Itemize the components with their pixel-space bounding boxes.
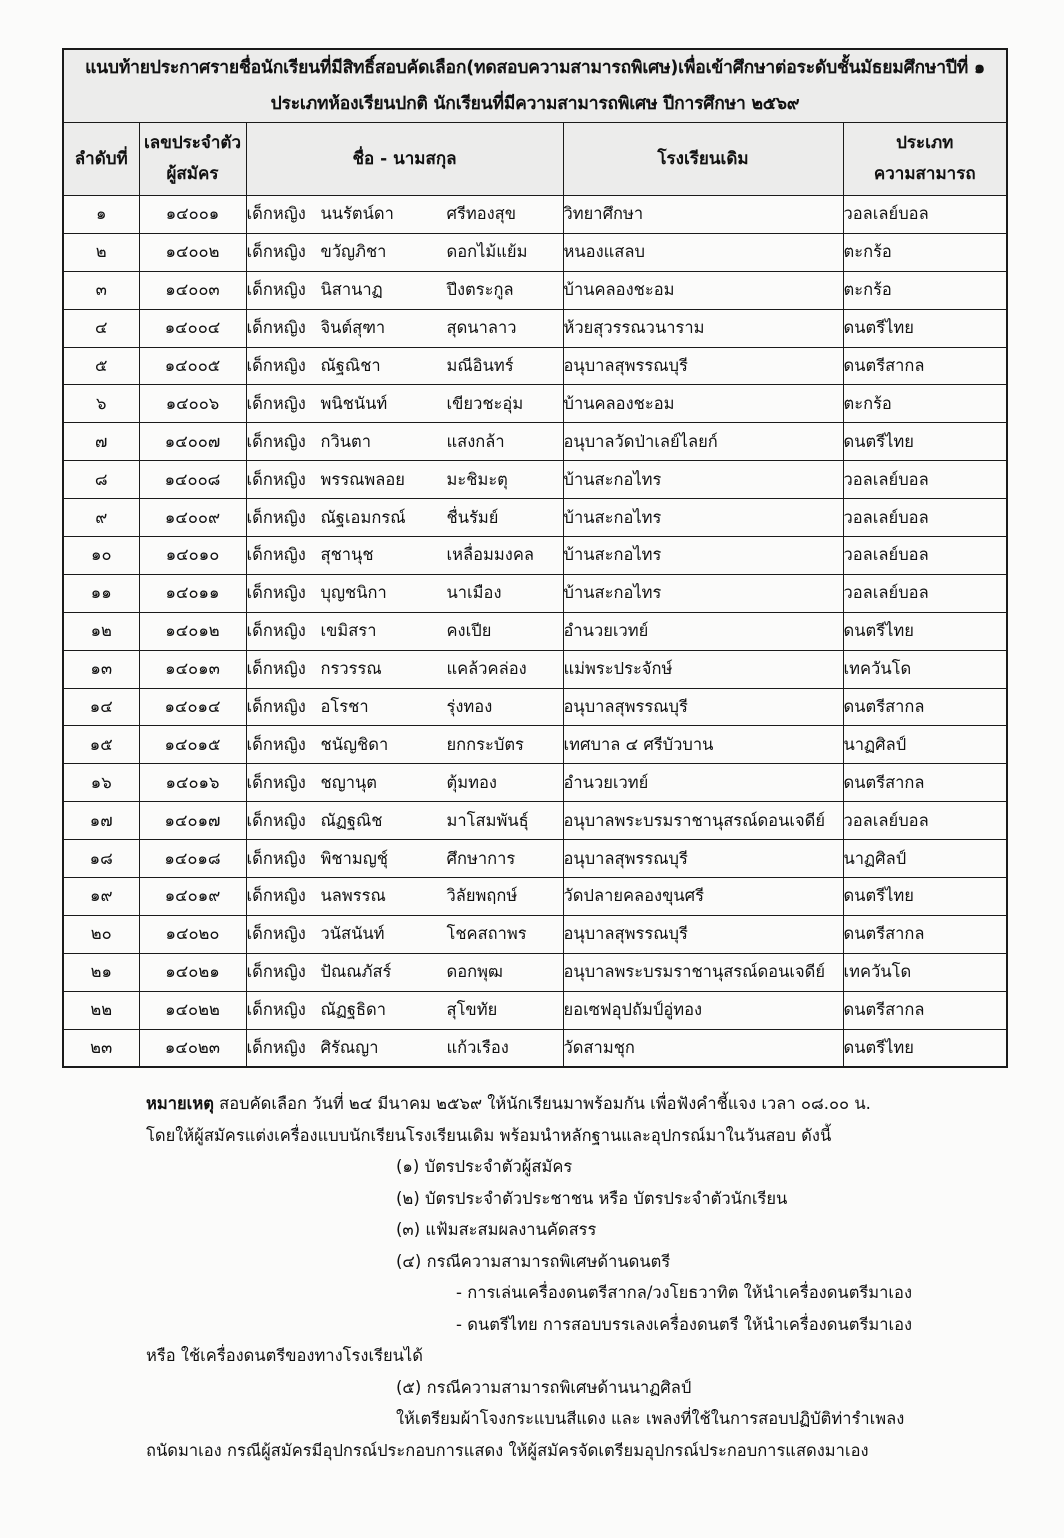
previous-school: อนุบาลสุพรรณบุรี: [563, 688, 843, 726]
previous-school: วัดสามชุก: [563, 1029, 843, 1067]
row-number: ๒๑: [63, 953, 139, 991]
applicant-name: [246, 499, 563, 537]
applicant-name: [246, 347, 563, 385]
previous-school: บ้านสะกอไทร: [563, 574, 843, 612]
row-number: ๒๐: [63, 915, 139, 953]
name-prefix: เด็กหญิง: [246, 583, 306, 603]
applicant-id: ๑๔๐๒๑: [139, 953, 246, 991]
first-name: อโรชา: [320, 697, 369, 717]
previous-school: อนุบาลสุพรรณบุรี: [563, 347, 843, 385]
title-line-1: แนบท้ายประกาศรายชื่อนักเรียนที่มีสิทธิ์สอบคัดเลือก(ทดสอบความสามารถพิเศษ)เพื่อเข้าศึกษาต่อระดับชั้นมัธยมศึกษาปีที่ ๑: [85, 58, 985, 78]
document-title: [63, 49, 1007, 123]
last-name: รุ่งทอง: [446, 697, 493, 717]
applicant-id: ๑๔๐๑๒: [139, 612, 246, 650]
first-name: ณัฐณิชา: [320, 356, 381, 375]
row-number: ๒๒: [63, 991, 139, 1029]
ability-type: ดนตรีไทย: [843, 612, 1007, 650]
table-row: [63, 650, 1007, 688]
applicant-id: ๑๔๐๐๖: [139, 385, 246, 423]
applicant-name: [246, 802, 563, 840]
last-name: มะชิมะตุ: [446, 469, 508, 489]
applicant-name: [246, 991, 563, 1029]
applicant-name: [246, 650, 563, 688]
name-prefix: เด็กหญิง: [246, 1038, 306, 1058]
name-prefix: เด็กหญิง: [246, 356, 306, 375]
ability-type: ดนตรีสากล: [843, 991, 1007, 1029]
row-number: ๑๕: [63, 726, 139, 764]
ability-type: ดนตรีไทย: [843, 1029, 1007, 1067]
table-row: [63, 461, 1007, 499]
applicant-id: ๑๔๐๒๐: [139, 915, 246, 953]
table-body: [63, 196, 1007, 1068]
applicant-name: [246, 196, 563, 234]
applicant-id: ๑๔๐๒๒: [139, 991, 246, 1029]
ability-type: นาฏศิลป์: [843, 726, 1007, 764]
table-row: [63, 1029, 1007, 1067]
row-number: ๒: [63, 233, 139, 271]
name-prefix: เด็กหญิง: [246, 924, 306, 944]
header-school: โรงเรียนเดิม: [563, 123, 843, 196]
name-prefix: เด็กหญิง: [246, 886, 306, 906]
last-name: แก้วเรือง: [446, 1038, 509, 1058]
previous-school: ห้วยสุวรรณวนาราม: [563, 309, 843, 347]
header-applicant-id: [139, 123, 246, 196]
ability-type: วอลเลย์บอล: [843, 574, 1007, 612]
name-prefix: เด็กหญิง: [246, 1000, 306, 1020]
row-number: ๕: [63, 347, 139, 385]
row-number: ๑๔: [63, 688, 139, 726]
last-name: ตุ้มทอง: [446, 772, 497, 792]
ability-type: เทควันโด: [843, 953, 1007, 991]
requirement-3: (๓) แฟ้มสะสมผลงานคัดสรร: [396, 1220, 597, 1239]
applicant-name: [246, 953, 563, 991]
last-name: ศรีทองสุข: [446, 204, 517, 224]
requirement-4-sub-2: - ดนตรีไทย การสอบบรรเลงเครื่องดนตรี ให้นำเครื่องดนตรีมาเอง: [456, 1314, 913, 1334]
first-name: ชนัญชิดา: [320, 734, 389, 754]
first-name: กวินตา: [320, 431, 372, 451]
previous-school: อนุบาลพระบรมราชานุสรณ์ดอนเจดีย์: [563, 802, 843, 840]
last-name: สุดนาลาว: [446, 318, 517, 338]
applicant-id: ๑๔๐๑๕: [139, 726, 246, 764]
applicant-name: [246, 574, 563, 612]
applicant-name: [246, 764, 563, 802]
row-number: ๑๖: [63, 764, 139, 802]
last-name: คงเปีย: [446, 621, 492, 641]
column-header-row: [63, 123, 1007, 196]
first-name: พนิชนันท์: [320, 393, 388, 413]
first-name: สุชานุช: [320, 545, 374, 565]
applicant-name: [246, 233, 563, 271]
first-name: ศิรัณญา: [320, 1038, 379, 1058]
header-type: [843, 123, 1007, 196]
applicant-name: [246, 271, 563, 309]
document-sheet: [62, 48, 1006, 1068]
table-row: [63, 347, 1007, 385]
table-row: [63, 537, 1007, 575]
applicant-id: ๑๔๐๑๓: [139, 650, 246, 688]
previous-school: บ้านสะกอไทร: [563, 499, 843, 537]
previous-school: อนุบาลพระบรมราชานุสรณ์ดอนเจดีย์: [563, 953, 843, 991]
name-prefix: เด็กหญิง: [246, 507, 306, 527]
applicant-id: ๑๔๐๑๐: [139, 537, 246, 575]
first-name: บุญชนิกา: [320, 583, 387, 603]
header-name: ชื่อ - นามสกุล: [246, 123, 563, 196]
table-row: [63, 802, 1007, 840]
table-row: [63, 233, 1007, 271]
applicant-id: ๑๔๐๐๑: [139, 196, 246, 234]
row-number: ๑: [63, 196, 139, 234]
ability-type: เทควันโด: [843, 650, 1007, 688]
requirement-2: (๒) บัตรประจำตัวประชาชน หรือ บัตรประจำตัวนักเรียน: [396, 1188, 788, 1208]
previous-school: อำนวยเวทย์: [563, 764, 843, 802]
previous-school: หนองแสลบ: [563, 233, 843, 271]
applicant-id: ๑๔๐๐๓: [139, 271, 246, 309]
name-prefix: เด็กหญิง: [246, 204, 306, 224]
requirement-5: (๕) กรณีความสามารถพิเศษด้านนาฏศิลป์: [396, 1377, 692, 1397]
header-applicant-id-line2: ผู้สมัคร: [166, 164, 219, 184]
name-prefix: เด็กหญิง: [246, 318, 306, 338]
first-name: กรวรรณ: [320, 659, 382, 679]
requirement-1: (๑) บัตรประจำตัวผู้สมัคร: [396, 1157, 573, 1176]
name-prefix: เด็กหญิง: [246, 810, 306, 830]
last-name: ชื่นรัมย์: [446, 507, 499, 527]
applicant-name: [246, 309, 563, 347]
previous-school: อนุบาลสุพรรณบุรี: [563, 840, 843, 878]
header-applicant-id-line1: เลขประจำตัว: [144, 133, 241, 153]
first-name: นนรัตน์ดา: [320, 204, 394, 224]
last-name: นาเมือง: [446, 583, 502, 603]
name-prefix: เด็กหญิง: [246, 242, 306, 262]
last-name: แสงกล้า: [446, 431, 505, 451]
last-name: ปึงตระกูล: [446, 280, 514, 300]
applicant-name: [246, 423, 563, 461]
row-number: ๔: [63, 309, 139, 347]
applicant-name: [246, 537, 563, 575]
table-row: [63, 688, 1007, 726]
ability-type: ตะกร้อ: [843, 233, 1007, 271]
name-prefix: เด็กหญิง: [246, 545, 306, 565]
name-prefix: เด็กหญิง: [246, 697, 306, 717]
last-name: มณีอินทร์: [446, 356, 514, 375]
notes-line-2: โดยให้ผู้สมัครแต่งเครื่องแบบนักเรียนโรงเรียนเดิม พร้อมนำหลักฐานและอุปกรณ์มาในวันสอบ ดังนี้: [146, 1125, 832, 1145]
requirement-4-sub-1: - การเล่นเครื่องดนตรีสากล/วงโยธวาทิต ให้นำเครื่องดนตรีมาเอง: [456, 1283, 913, 1302]
name-prefix: เด็กหญิง: [246, 659, 306, 679]
requirement-5-line-1: ให้เตรียมผ้าโจงกระแบนสีแดง และ เพลงที่ใช้ในการสอบปฏิบัติท่ารำเพลง: [396, 1409, 905, 1428]
name-prefix: เด็กหญิง: [246, 962, 306, 982]
row-number: ๑๗: [63, 802, 139, 840]
applicant-name: [246, 612, 563, 650]
ability-type: ดนตรีไทย: [843, 878, 1007, 916]
applicant-id: ๑๔๐๑๔: [139, 688, 246, 726]
ability-type: วอลเลย์บอล: [843, 196, 1007, 234]
row-number: ๙: [63, 499, 139, 537]
first-name: ณัฏฐณิช: [320, 810, 383, 830]
applicant-id: ๑๔๐๐๔: [139, 309, 246, 347]
applicant-id: ๑๔๐๐๗: [139, 423, 246, 461]
table-row: [63, 423, 1007, 461]
row-number: ๗: [63, 423, 139, 461]
applicant-id: ๑๔๐๐๙: [139, 499, 246, 537]
table-row: [63, 499, 1007, 537]
row-number: ๖: [63, 385, 139, 423]
name-prefix: เด็กหญิง: [246, 734, 306, 754]
previous-school: บ้านคลองชะอม: [563, 385, 843, 423]
applicant-name: [246, 878, 563, 916]
ability-type: ตะกร้อ: [843, 271, 1007, 309]
first-name: ณัฏฐธิดา: [320, 1000, 387, 1020]
table-row: [63, 840, 1007, 878]
last-name: แคล้วคล่อง: [446, 659, 527, 679]
last-name: เหลื่อมมงคล: [446, 545, 534, 565]
ability-type: ดนตรีสากล: [843, 764, 1007, 802]
notes-section: [146, 1088, 946, 1466]
ability-type: ดนตรีสากล: [843, 915, 1007, 953]
table-row: [63, 953, 1007, 991]
table-row: [63, 726, 1007, 764]
applicant-name: [246, 385, 563, 423]
applicant-name: [246, 726, 563, 764]
applicant-id: ๑๔๐๐๒: [139, 233, 246, 271]
row-number: ๒๓: [63, 1029, 139, 1067]
last-name: เขียวชะอุ่ม: [446, 393, 524, 413]
header-type-line2: ความสามารถ: [873, 164, 976, 184]
header-type-line1: ประเภท: [896, 133, 954, 153]
applicant-name: [246, 461, 563, 499]
applicant-name: [246, 1029, 563, 1067]
row-number: ๑๒: [63, 612, 139, 650]
table-row: [63, 271, 1007, 309]
first-name: นิสานาฏ: [320, 280, 383, 300]
header-no: ลำดับที่: [63, 123, 139, 196]
notes-label: หมายเหตุ: [146, 1094, 214, 1113]
first-name: จินต์สุฑา: [320, 318, 386, 338]
table-row: [63, 309, 1007, 347]
first-name: ชญานุต: [320, 772, 378, 792]
previous-school: เทศบาล ๔ ศรีบัวบาน: [563, 726, 843, 764]
first-name: ปัณณภัสร์: [320, 962, 392, 982]
first-name: ณัฐเอมกรณ์: [320, 507, 406, 527]
requirement-4-continued: หรือ ใช้เครื่องดนตรีของทางโรงเรียนได้: [146, 1346, 423, 1365]
requirement-5-line-2: ถนัดมาเอง กรณีผู้สมัครมีอุปกรณ์ประกอบการแสดง ให้ผู้สมัครจัดเตรียมอุปกรณ์ประกอบการแสดงมาเอง: [146, 1440, 869, 1460]
applicant-name: [246, 915, 563, 953]
previous-school: บ้านคลองชะอม: [563, 271, 843, 309]
last-name: ดอกไม้แย้ม: [446, 242, 528, 262]
ability-type: นาฏศิลป์: [843, 840, 1007, 878]
requirement-4: (๔) กรณีความสามารถพิเศษด้านดนตรี: [396, 1251, 671, 1271]
last-name: ดอกพุฒ: [446, 962, 503, 982]
table-row: [63, 991, 1007, 1029]
applicant-id: ๑๔๐๑๑: [139, 574, 246, 612]
notes-line-1: [146, 1088, 946, 1120]
first-name: เขมิสรา: [320, 621, 377, 641]
row-number: ๑๑: [63, 574, 139, 612]
last-name: โชคสถาพร: [446, 924, 527, 944]
row-number: ๑๓: [63, 650, 139, 688]
last-name: ศึกษาการ: [446, 848, 516, 868]
title-line-2: ประเภทห้องเรียนปกติ นักเรียนที่มีความสามารถพิเศษ ปีการศึกษา ๒๕๖๙: [270, 94, 800, 114]
ability-type: ดนตรีไทย: [843, 309, 1007, 347]
previous-school: วิทยาศึกษา: [563, 196, 843, 234]
table-row: [63, 915, 1007, 953]
applicant-id: ๑๔๐๑๘: [139, 840, 246, 878]
name-prefix: เด็กหญิง: [246, 469, 306, 489]
applicant-id: ๑๔๐๒๓: [139, 1029, 246, 1067]
table-row: [63, 574, 1007, 612]
table-row: [63, 878, 1007, 916]
notes-exam-date: สอบคัดเลือก วันที่ ๒๔ มีนาคม ๒๕๖๙ ให้นักเรียนมาพร้อมกัน เพื่อฟังคำชี้แจง เวลา ๐๘.๐๐ น.: [213, 1094, 871, 1113]
ability-type: วอลเลย์บอล: [843, 802, 1007, 840]
ability-type: ตะกร้อ: [843, 385, 1007, 423]
first-name: ขวัญภิชา: [320, 242, 387, 262]
ability-type: ดนตรีไทย: [843, 423, 1007, 461]
previous-school: แม่พระประจักษ์: [563, 650, 843, 688]
ability-type: วอลเลย์บอล: [843, 461, 1007, 499]
table-row: [63, 385, 1007, 423]
last-name: มาโสมพันธุ์: [446, 810, 529, 830]
previous-school: บ้านสะกอไทร: [563, 537, 843, 575]
table-row: [63, 764, 1007, 802]
row-number: ๑๘: [63, 840, 139, 878]
name-prefix: เด็กหญิง: [246, 393, 306, 413]
first-name: วนัสนันท์: [320, 924, 385, 944]
row-number: ๑๐: [63, 537, 139, 575]
last-name: สุโขทัย: [446, 1000, 498, 1020]
first-name: นลพรรณ: [320, 886, 386, 906]
previous-school: อนุบาลวัดป่าเลย์ไลยก์: [563, 423, 843, 461]
applicant-id: ๑๔๐๑๗: [139, 802, 246, 840]
name-prefix: เด็กหญิง: [246, 772, 306, 792]
name-prefix: เด็กหญิง: [246, 621, 306, 641]
ability-type: ดนตรีสากล: [843, 347, 1007, 385]
last-name: ยกกระบัตร: [446, 734, 524, 754]
name-prefix: เด็กหญิง: [246, 431, 306, 451]
table-row: [63, 196, 1007, 234]
row-number: ๑๙: [63, 878, 139, 916]
first-name: พรรณพลอย: [320, 469, 405, 489]
name-prefix: เด็กหญิง: [246, 848, 306, 868]
applicant-name: [246, 840, 563, 878]
row-number: ๘: [63, 461, 139, 499]
applicant-name: [246, 688, 563, 726]
table-row: [63, 612, 1007, 650]
applicant-table: [62, 48, 1008, 1068]
previous-school: ยอเซฟอุปถัมป์อู่ทอง: [563, 991, 843, 1029]
first-name: พิชามญชุ์: [320, 848, 388, 868]
applicant-id: ๑๔๐๐๘: [139, 461, 246, 499]
ability-type: วอลเลย์บอล: [843, 499, 1007, 537]
applicant-id: ๑๔๐๑๖: [139, 764, 246, 802]
name-prefix: เด็กหญิง: [246, 280, 306, 300]
previous-school: วัดปลายคลองขุนศรี: [563, 878, 843, 916]
applicant-id: ๑๔๐๐๕: [139, 347, 246, 385]
previous-school: อนุบาลสุพรรณบุรี: [563, 915, 843, 953]
applicant-id: ๑๔๐๑๙: [139, 878, 246, 916]
row-number: ๓: [63, 271, 139, 309]
previous-school: อำนวยเวทย์: [563, 612, 843, 650]
ability-type: ดนตรีสากล: [843, 688, 1007, 726]
previous-school: บ้านสะกอไทร: [563, 461, 843, 499]
ability-type: วอลเลย์บอล: [843, 537, 1007, 575]
last-name: วิลัยพฤกษ์: [446, 886, 518, 906]
